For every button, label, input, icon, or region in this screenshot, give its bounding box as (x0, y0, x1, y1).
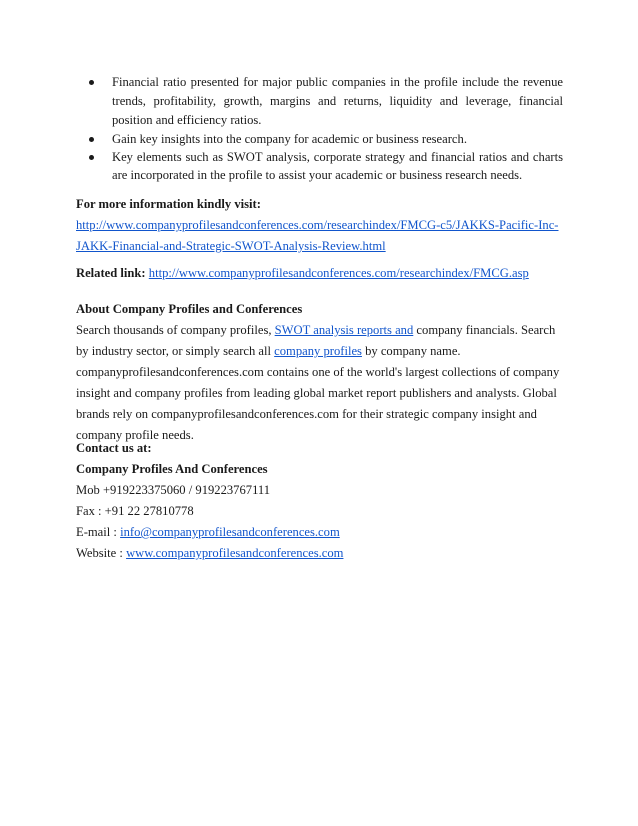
bullet-icon (89, 137, 94, 142)
about-text: by industry sector, or simply search all (76, 344, 275, 358)
more-info-section (76, 194, 566, 257)
swot-reports-link[interactable]: SWOT analysis reports and (274, 323, 414, 337)
related-link-section (76, 263, 566, 284)
report-link-line1: http://www.companyprofilesandconferences.com/researchindex/FMCG-c5/JAKKS-Pacific-Inc- (76, 218, 559, 232)
company-profiles-link[interactable]: company profiles (274, 344, 362, 358)
contact-mobile: Mob +919223375060 / 919223767111 (76, 483, 271, 497)
contact-section (76, 438, 566, 564)
report-link-line2: JAKK-Financial-and-Strategic-SWOT-Analysis-Review.html (76, 239, 386, 253)
about-line-2 (76, 341, 566, 362)
report-link[interactable] (76, 218, 559, 253)
about-heading: About Company Profiles and Conferences (76, 302, 303, 316)
bullet-item (78, 148, 563, 184)
contact-website-row (76, 543, 566, 564)
feature-bullet-list (78, 73, 563, 184)
about-line-1 (76, 320, 566, 341)
about-line-6: company profile needs. (76, 428, 194, 442)
bullet-item (78, 130, 563, 148)
related-link[interactable]: http://www.companyprofilesandconferences.com/researchindex/FMCG.asp (148, 266, 529, 280)
about-line-4: insight and company profiles from leading global market report publishers and analysts. Global (76, 386, 557, 400)
contact-company: Company Profiles And Conferences (76, 462, 268, 476)
more-info-heading: For more information kindly visit: (76, 197, 261, 211)
about-line-3: companyprofilesandconferences.com contains one of the world's largest collections of company (76, 365, 560, 379)
bullet-item (78, 73, 563, 130)
website-link[interactable]: www.companyprofilesandconferences.com (126, 546, 344, 560)
bullet-text: Key elements such as SWOT analysis, corporate strategy and financial ratios and charts are incorporated in the profile to assist your academic or business research needs. (112, 150, 563, 182)
contact-email-row (76, 522, 566, 543)
contact-heading: Contact us at: (76, 441, 152, 455)
contact-fax: Fax : +91 22 27810778 (76, 504, 194, 518)
about-section (76, 299, 566, 446)
email-label: E-mail : (76, 525, 121, 539)
about-line-5: brands rely on companyprofilesandconferences.com for their strategic company insight and (76, 407, 537, 421)
about-text: company financials. Search (413, 323, 556, 337)
bullet-icon (89, 80, 94, 85)
about-text: Search thousands of company profiles, (76, 323, 275, 337)
bullet-text: Gain key insights into the company for academic or business research. (112, 132, 467, 146)
related-link-label: Related link: (76, 266, 146, 280)
email-link[interactable]: info@companyprofilesandconferences.com (120, 525, 340, 539)
bullet-text: Financial ratio presented for major public companies in the profile include the revenue trends, profitability, growth, margins and returns, liquidity and leverage, financial position and efficiency ratios. (112, 75, 563, 127)
about-text: by company name. (361, 344, 461, 358)
website-label: Website : (76, 546, 127, 560)
bullet-icon (89, 155, 94, 160)
